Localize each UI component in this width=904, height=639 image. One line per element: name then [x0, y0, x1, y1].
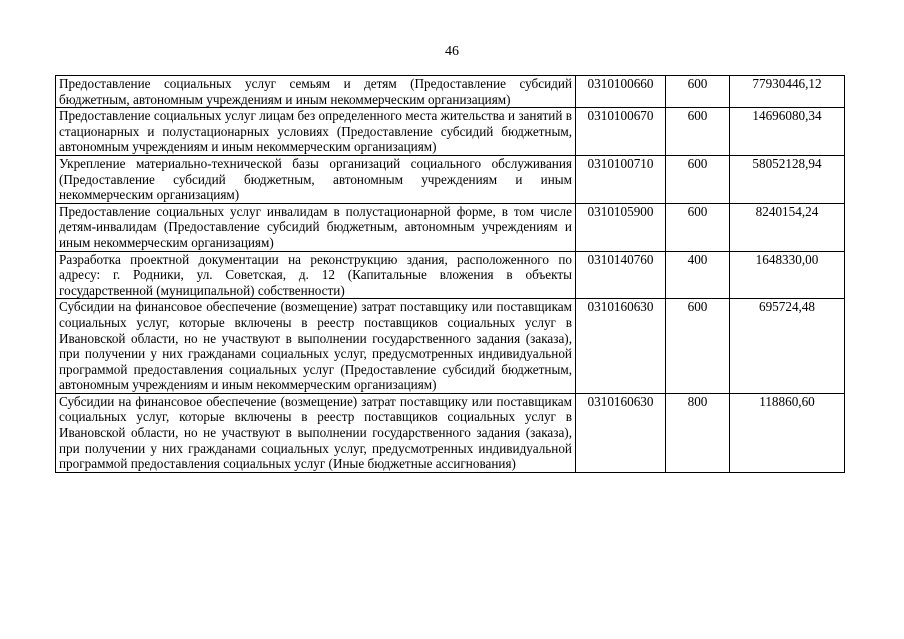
table-row	[56, 76, 845, 108]
row-expense-type: 600	[666, 76, 730, 108]
table-row	[56, 203, 845, 251]
row-description: Предоставление социальных услуг семьям и детям (Предоставление субсидий бюджетным, автономным учреждениям и иным некоммерческим организациям)	[56, 76, 576, 108]
row-expense-type: 600	[666, 203, 730, 251]
row-expense-type: 600	[666, 108, 730, 156]
row-expense-type: 600	[666, 299, 730, 394]
row-expense-type: 600	[666, 155, 730, 203]
table-row	[56, 299, 845, 394]
row-amount: 58052128,94	[730, 155, 845, 203]
table-row	[56, 155, 845, 203]
row-expense-type: 800	[666, 393, 730, 472]
row-amount: 77930446,12	[730, 76, 845, 108]
row-description: Субсидии на финансовое обеспечение (возмещение) затрат поставщику или поставщикам социальных услуг, которые включены в реестр поставщиков социальных услуг в Ивановской области, но не участвуют в выполнении государственного задания (заказа), при получении у них гражданами социальных услуг, предусмотренных индивидуальной программой предоставления социальных услуг (Иные бюджетные ассигнования)	[56, 393, 576, 472]
row-code: 0310140760	[576, 251, 666, 299]
row-description: Субсидии на финансовое обеспечение (возмещение) затрат поставщику или поставщикам социальных услуг, которые включены в реестр поставщиков социальных услуг в Ивановской области, но не участвуют в выполнении государственного задания (заказа), при получении у них гражданами социальных услуг, предусмотренных индивидуальной программой предоставления социальных услуг (Предоставление субсидий бюджетным, автономным учреждениям и иным некоммерческим организациям)	[56, 299, 576, 394]
row-description: Предоставление социальных услуг инвалидам в полустационарной форме, в том числе детям-инвалидам (Предоставление субсидий бюджетным, автономным учреждениям и иным некоммерческим организациям)	[56, 203, 576, 251]
row-description: Предоставление социальных услуг лицам без определенного места жительства и занятий в стационарных и полустационарных условиях (Предоставление субсидий бюджетным, автономным учреждениям и иным некоммерческим организациям)	[56, 108, 576, 156]
row-amount: 1648330,00	[730, 251, 845, 299]
table-row	[56, 393, 845, 472]
row-code: 0310100670	[576, 108, 666, 156]
row-code: 0310100710	[576, 155, 666, 203]
row-expense-type: 400	[666, 251, 730, 299]
row-amount: 118860,60	[730, 393, 845, 472]
page-number: 46	[445, 44, 459, 59]
row-code: 0310160630	[576, 299, 666, 394]
row-description: Разработка проектной документации на реконструкцию здания, расположенного по адресу: г. Родники, ул. Советская, д. 12 (Капитальные вложения в объекты государственной (муниципальной) собственности)	[56, 251, 576, 299]
row-amount: 8240154,24	[730, 203, 845, 251]
budget-table	[55, 75, 845, 473]
row-code: 0310160630	[576, 393, 666, 472]
row-code: 0310105900	[576, 203, 666, 251]
row-description: Укрепление материально-технической базы организаций социального обслуживания (Предоставление субсидий бюджетным, автономным учреждениям и иным некоммерческим организациям)	[56, 155, 576, 203]
table-row	[56, 108, 845, 156]
row-amount: 14696080,34	[730, 108, 845, 156]
table-row	[56, 251, 845, 299]
row-amount: 695724,48	[730, 299, 845, 394]
row-code: 0310100660	[576, 76, 666, 108]
